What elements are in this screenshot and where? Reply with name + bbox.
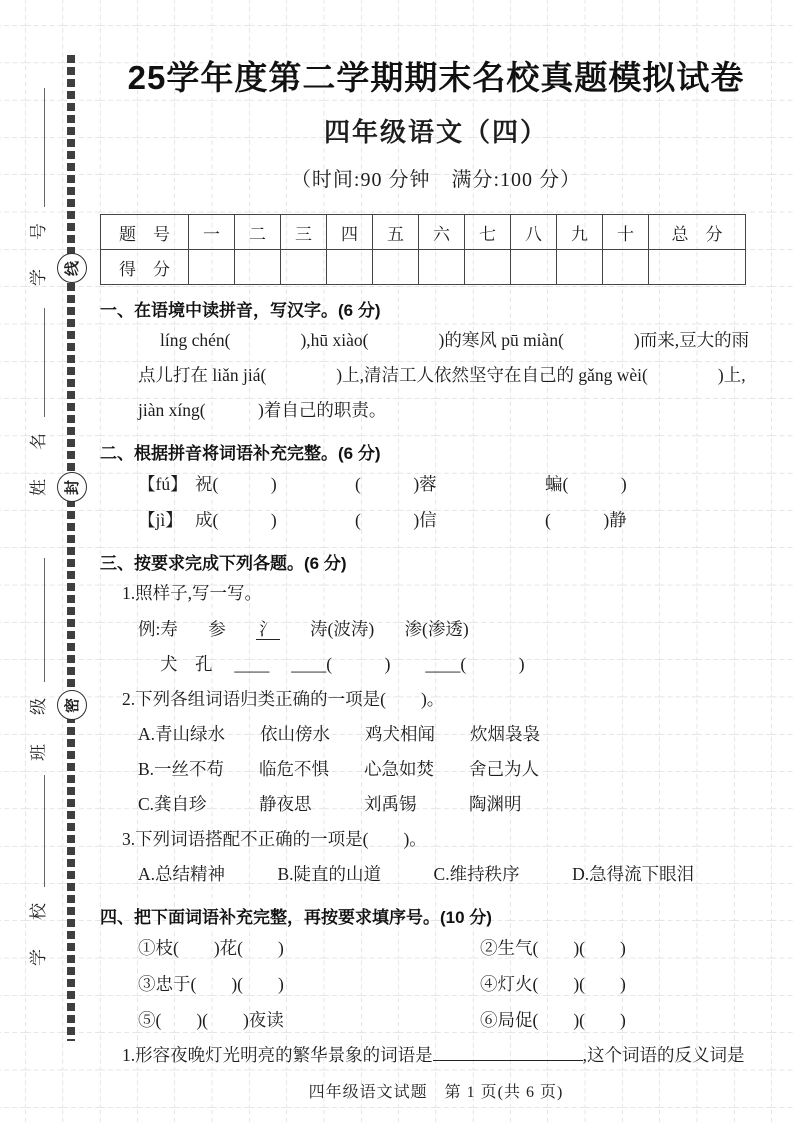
seal-field-school: [20, 775, 52, 966]
class-label: 班 级: [28, 692, 48, 761]
school-blank: [27, 775, 45, 887]
student-number-label: 学 号: [28, 217, 48, 286]
score-table-header-row: [101, 215, 746, 250]
section3-q2-option-b: B.一丝不苟 临危不惧 心急如焚 舍己为人: [138, 759, 540, 779]
seal-stitch-line: [67, 55, 75, 1041]
score-row-label: 得 分: [101, 250, 189, 285]
section1-line: 点儿打在 liǎn jiá( )上,清洁工人依然坚守在自己的 gǎng wèi( )上,: [138, 365, 746, 385]
example-part: 渗(渗透): [404, 619, 469, 639]
pinyin-blank-word: ( )静: [545, 510, 627, 530]
section1-line: líng chén( ),hū xiào( )的寒风 pū miàn( )而来,豆大的雨: [160, 330, 750, 350]
school-label: 学 校: [28, 897, 48, 966]
score-cell: [373, 250, 419, 285]
exam-page: [100, 0, 772, 1102]
section2-heading: 二、根据拼音将词语补充完整。(6 分): [100, 444, 381, 463]
pinyin-blank-word: 成( ): [195, 510, 277, 530]
section4-q1: [122, 1038, 772, 1073]
example-part: 参: [208, 619, 226, 639]
section4-q1-before: 1.形容夜晚灯光明亮的繁华景象的词语是: [122, 1045, 433, 1065]
pinyin-blank-word: 祝( ): [195, 474, 277, 494]
section4-word-grid: [138, 930, 772, 1038]
seal-stamp-xian: 线: [57, 253, 87, 283]
section3-q3: 3.下列词语搭配不正确的一项是( )。: [122, 829, 427, 849]
example-radical-underlined: 氵: [256, 619, 280, 640]
section1-heading: 一、在语境中读拼音，写汉字。(6 分): [100, 301, 381, 320]
score-cell: [419, 250, 465, 285]
example-part: 例:寿: [138, 619, 178, 639]
section3-example: [138, 611, 772, 647]
score-cell: [603, 250, 649, 285]
page-subtitle: 四年级语文（四）: [323, 118, 548, 147]
word-item-4: ④灯火( )( ): [480, 974, 626, 994]
score-header-cell: 二: [235, 215, 281, 250]
word-item-1: ①枝( )花( ): [138, 938, 284, 958]
score-table: [100, 214, 746, 285]
score-header-cell: 十: [603, 215, 649, 250]
score-header-cell: 九: [557, 215, 603, 250]
page-footer: 四年级语文试题 第 1 页(共 6 页): [308, 1084, 564, 1101]
score-header-cell: 七: [465, 215, 511, 250]
seal-stamp-feng: 封: [57, 472, 87, 502]
score-header-cell: 一: [189, 215, 235, 250]
score-header-cell: 六: [419, 215, 465, 250]
page-title: 25学年度第二学期期末名校真题模拟试卷: [127, 59, 745, 96]
score-cell: [465, 250, 511, 285]
score-cell: [235, 250, 281, 285]
section3-q1: 1.照样子,写一写。: [122, 583, 262, 603]
pinyin-row-ji: [138, 502, 772, 538]
section4-q1-after: ,这个词语的反义词是: [582, 1045, 745, 1065]
pinyin-label: 【jì】: [138, 510, 183, 530]
time-score-meta: （时间:90 分钟 满分:100 分）: [290, 169, 582, 191]
score-cell: [327, 250, 373, 285]
answer-blank: [433, 1043, 583, 1061]
seal-field-name: [20, 308, 52, 496]
score-header-cell: 题 号: [101, 215, 189, 250]
score-cell: [511, 250, 557, 285]
score-cell: [189, 250, 235, 285]
word-item-2: ②生气( )( ): [480, 938, 626, 958]
score-header-cell: 总 分: [649, 215, 746, 250]
section3-heading: 三、按要求完成下列各题。(6 分): [100, 554, 347, 573]
score-cell: [281, 250, 327, 285]
name-label: 姓 名: [28, 427, 48, 496]
score-header-cell: 八: [511, 215, 557, 250]
word-item-6: ⑥局促( )( ): [480, 1010, 626, 1030]
pinyin-blank-word: ( )蓉: [355, 474, 437, 494]
score-table-score-row: [101, 250, 746, 285]
pinyin-row-fu: [138, 466, 772, 502]
seal-stamp-mi: 密: [57, 690, 87, 720]
score-cell: [649, 250, 746, 285]
word-item-5: ⑤( )( )夜读: [138, 1010, 284, 1030]
seal-field-class: [20, 558, 52, 761]
score-cell: [557, 250, 603, 285]
name-blank: [27, 308, 45, 417]
score-header-cell: 三: [281, 215, 327, 250]
section3-q2: 2.下列各组词语归类正确的一项是( )。: [122, 689, 445, 709]
class-blank: [27, 558, 45, 682]
section3-q3-options: A.总结精神 B.陡直的山道 C.维持秩序 D.急得流下眼泪: [138, 864, 695, 884]
word-item-3: ③忠于( )( ): [138, 974, 284, 994]
pinyin-blank-word: ( )信: [355, 510, 437, 530]
pinyin-blank-word: 蝙( ): [545, 474, 627, 494]
score-header-cell: 四: [327, 215, 373, 250]
section3-answer-line: 犬 孔 ____ ____( ) ____( ): [160, 654, 525, 674]
pinyin-label: 【fú】: [138, 474, 188, 494]
section1-line: jiàn xíng( )着自己的职责。: [138, 400, 387, 420]
student-number-blank: [27, 88, 45, 207]
section3-q2-option-a: A.青山绿水 依山傍水 鸡犬相闻 炊烟袅袅: [138, 724, 541, 744]
section4-heading: 四、把下面词语补充完整，再按要求填序号。(10 分): [100, 908, 492, 927]
example-part: 涛(波涛): [310, 619, 375, 639]
section3-q2-option-c: C.龚自珍 静夜思 刘禹锡 陶渊明: [138, 794, 522, 814]
seal-field-student-number: [20, 88, 52, 286]
score-header-cell: 五: [373, 215, 419, 250]
